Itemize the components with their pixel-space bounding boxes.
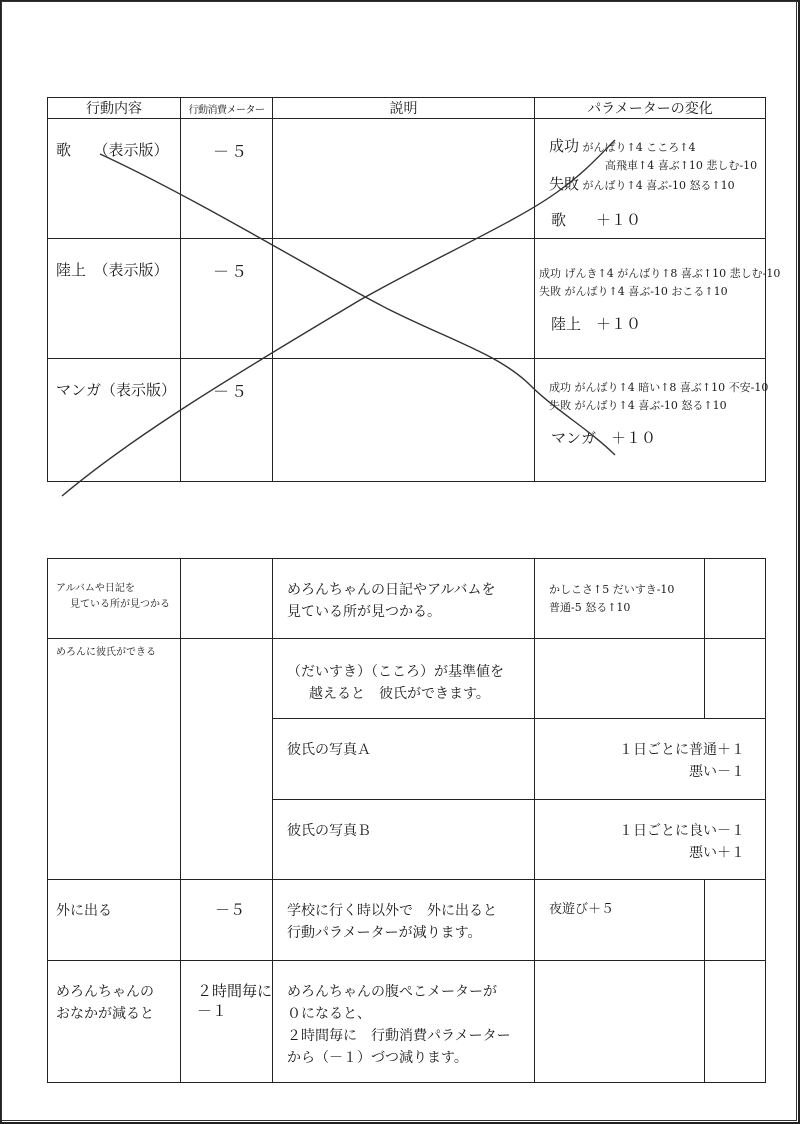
- description-line: めろんちゃんの腹ぺこメーターが: [287, 984, 497, 1000]
- event-name-line: おなかが減ると: [56, 1006, 154, 1022]
- param-line: 普通-5 怒る↑10: [549, 601, 631, 614]
- description-cell: [273, 359, 535, 482]
- success-params-extra: 高飛車↑4 喜ぶ↑10 悲しむ-10: [605, 159, 758, 172]
- event-name-cell: [48, 961, 181, 1083]
- event-cost: －５: [215, 901, 246, 919]
- success-params: がんばり↑4 暗い↑8 喜ぶ↑10 不安-10: [574, 381, 769, 394]
- fail-label: 失敗: [549, 399, 571, 412]
- description-line: 見ている所が見つかる。: [287, 604, 441, 620]
- empty-cell: [705, 880, 766, 961]
- fail-label: 失敗: [539, 285, 561, 298]
- success-label: 成功: [549, 137, 580, 155]
- action-cost: －５: [213, 142, 250, 161]
- event-cost-line: ２時間毎に: [197, 982, 273, 1000]
- table-row: [48, 961, 766, 1083]
- description-line: 行動パラメーターが減ります。: [287, 925, 482, 941]
- event-name-cell: [48, 880, 181, 961]
- param-line: 悪い－１: [689, 764, 745, 780]
- description-line: めろんちゃんの日記やアルバムを: [287, 582, 496, 598]
- description-cell: [273, 239, 535, 359]
- header-param-change: パラメーターの変化: [535, 98, 766, 119]
- description-cell: [273, 961, 535, 1083]
- table-row: [48, 639, 766, 719]
- success-label: 成功: [539, 267, 561, 280]
- event-name-line: アルバムや日記を: [56, 583, 135, 594]
- param-cell: [535, 719, 766, 800]
- event-name-line: 見ている所が見つかる: [70, 599, 170, 610]
- param-cell: [535, 359, 769, 482]
- fail-label: 失敗: [549, 175, 580, 193]
- param-cell: [535, 119, 766, 239]
- event-name-line: めろんちゃんの: [56, 984, 154, 1000]
- action-name: 陸上 （表示版）: [56, 261, 169, 279]
- cost-cell: [181, 639, 273, 880]
- description-cell: [273, 559, 535, 639]
- action-name: マンガ（表示版）: [56, 381, 177, 399]
- param-line: １日ごとに良い－１: [619, 823, 745, 839]
- action-name-cell: [48, 119, 181, 239]
- description-cell: [273, 800, 535, 880]
- fail-params: がんばり↑4 喜ぶ-10 怒る↑10: [582, 179, 735, 192]
- cost-cell: [181, 119, 273, 239]
- param-cell: [535, 961, 705, 1083]
- action-name-cell: [48, 359, 181, 482]
- success-label: 成功: [549, 381, 571, 394]
- fail-params: がんばり↑4 喜ぶ-10 怒る↑10: [574, 399, 727, 412]
- table-header-row: [48, 98, 766, 119]
- param-cell: [535, 239, 781, 359]
- empty-cell: [705, 961, 766, 1083]
- description-cell: [273, 639, 535, 719]
- event-table: [47, 558, 766, 1083]
- empty-cell: [705, 639, 766, 719]
- description-line: から（－１）づつ減ります。: [287, 1050, 468, 1066]
- empty-cell: [705, 559, 766, 639]
- header-description: 説明: [273, 98, 535, 119]
- skill-gain: 陸上 ＋１０: [551, 315, 642, 333]
- header-action: 行動内容: [48, 98, 181, 119]
- event-cost-line: －１: [197, 1002, 228, 1020]
- success-params: げんき↑4 がんばり↑8 喜ぶ↑10 悲しむ-10: [564, 267, 781, 280]
- description-line: 越えると 彼氏ができます。: [309, 686, 490, 702]
- table-row: [48, 119, 766, 239]
- action-name-cell: [48, 239, 181, 359]
- param-line: かしこさ↑5 だいすき-10: [549, 583, 675, 596]
- action-table: [47, 97, 781, 482]
- table-row: [48, 559, 766, 639]
- description-cell: [273, 880, 535, 961]
- param-cell: [535, 559, 705, 639]
- skill-gain: 歌 ＋１０: [551, 211, 642, 229]
- param-cell: [535, 800, 766, 880]
- description-line: ２時間毎に 行動消費パラメーター: [287, 1028, 511, 1044]
- event-name-cell: [48, 639, 181, 880]
- event-name: 外に出る: [56, 903, 112, 919]
- param-line: 夜遊び＋５: [549, 902, 615, 917]
- param-line: 悪い＋１: [689, 845, 745, 861]
- cost-cell: [181, 880, 273, 961]
- photo-a-label: 彼氏の写真Ａ: [287, 742, 371, 758]
- fail-params: がんばり↑4 喜ぶ-10 おこる↑10: [564, 285, 728, 298]
- header-cost: 行動消費メーター: [181, 98, 273, 119]
- photo-b-label: 彼氏の写真Ｂ: [287, 823, 371, 839]
- param-cell: [535, 639, 705, 719]
- action-cost: －５: [213, 262, 250, 281]
- table-row: [48, 359, 766, 482]
- description-cell: [273, 119, 535, 239]
- skill-gain: マンガ ＋１０: [551, 429, 657, 447]
- cost-cell: [181, 359, 273, 482]
- action-cost: －５: [213, 382, 250, 401]
- description-cell: [273, 719, 535, 800]
- event-name: めろんに彼氏ができる: [56, 647, 156, 658]
- success-params: がんばり↑4 こころ↑4: [582, 141, 696, 154]
- param-cell: [535, 880, 705, 961]
- description-line: ０になると、: [287, 1006, 371, 1022]
- cost-cell: [181, 559, 273, 639]
- table-row: [48, 880, 766, 961]
- description-line: （だいすき）（こころ）が基準値を: [287, 664, 504, 680]
- param-line: １日ごとに普通＋１: [619, 742, 745, 758]
- description-line: 学校に行く時以外で 外に出ると: [287, 903, 497, 919]
- cost-cell: [181, 239, 273, 359]
- table-row: [48, 239, 766, 359]
- event-name-cell: [48, 559, 181, 639]
- action-name: 歌 （表示版）: [56, 141, 169, 159]
- cost-cell: [181, 961, 273, 1083]
